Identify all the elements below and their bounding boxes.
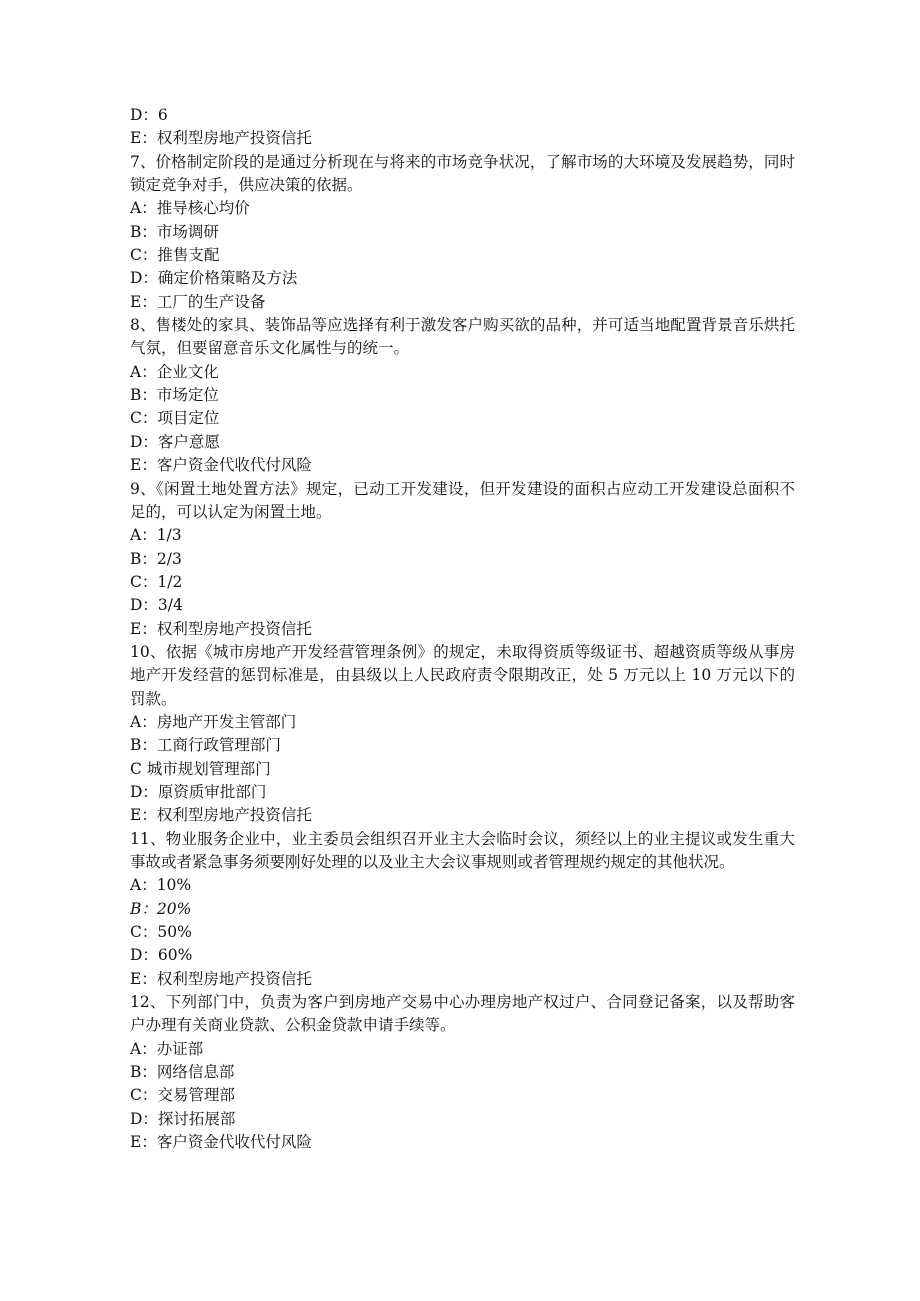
answer-option: D：客户意愿 bbox=[130, 432, 220, 451]
answer-option: B：市场定位 bbox=[130, 386, 219, 405]
answer-option: E：权利型房地产投资信托 bbox=[130, 129, 312, 148]
answer-option: B：20% bbox=[130, 899, 192, 918]
answer-option: C：1/2 bbox=[130, 572, 183, 591]
answer-option: D：3/4 bbox=[130, 596, 183, 615]
answer-option: B：市场调研 bbox=[130, 222, 219, 241]
question-text: 7、价格制定阶段的是通过分析现在与将来的市场竞争状况，了解市场的大环境及发展趋势，同时锁定竞争对手，供应决策的依据。 bbox=[130, 152, 795, 195]
answer-option: E：权利型房地产投资信托 bbox=[130, 806, 312, 825]
question-text: 8、售楼处的家具、装饰品等应选择有利于激发客户购买欲的品种，并可适当地配置背景音乐烘托气氛，但要留意音乐文化属性与的统一。 bbox=[130, 316, 795, 358]
answer-option: E：客户资金代收代付风险 bbox=[130, 1133, 312, 1152]
answer-option: A：办证部 bbox=[130, 1039, 204, 1058]
answer-option: C：交易管理部 bbox=[130, 1086, 235, 1105]
answer-option: E：工厂的生产设备 bbox=[130, 292, 266, 311]
answer-option: C：50% bbox=[130, 923, 192, 942]
answer-option: E：权利型房地产投资信托 bbox=[130, 619, 312, 638]
answer-option: D：探讨拓展部 bbox=[130, 1109, 236, 1128]
question-text: 12、下列部门中，负责为客户到房地产交易中心办理房地产权过户、合同登记备案，以及帮助客户办理有关商业贷款、公积金贷款申请手续等。 bbox=[130, 993, 795, 1035]
question-text: 11、物业服务企业中，业主委员会组织召开业主大会临时会议，须经以上的业主提议或发生重大事故或者紧急事务须要刚好处理的以及业主大会议事规则或者管理规约规定的其他状况。 bbox=[130, 829, 795, 871]
answer-option: B：2/3 bbox=[130, 549, 182, 568]
answer-option: D：确定价格策略及方法 bbox=[130, 269, 298, 288]
answer-option: A：推导核心均价 bbox=[130, 199, 250, 218]
answer-option: E：客户资金代收代付风险 bbox=[130, 456, 312, 475]
answer-option: A：房地产开发主管部门 bbox=[130, 712, 297, 731]
answer-option: D：6 bbox=[130, 106, 168, 124]
answer-option: A：1/3 bbox=[130, 526, 182, 545]
exam-content bbox=[130, 104, 795, 1154]
answer-option: D：原资质审批部门 bbox=[130, 782, 267, 801]
answer-option: A：10% bbox=[130, 876, 192, 895]
answer-option: B：网络信息部 bbox=[130, 1063, 235, 1082]
answer-option: A：企业文化 bbox=[130, 362, 219, 381]
answer-option: D：60% bbox=[130, 946, 193, 965]
answer-option: C：项目定位 bbox=[130, 409, 220, 428]
question-text: 10、依据《城市房地产开发经营管理条例》的规定，未取得资质等级证书、超越资质等级从事房地产开发经营的惩罚标准是，由县级以上人民政府责令限期改正，处 5 万元以上 10 万元以下的罚款。 bbox=[130, 642, 795, 708]
answer-option: C 城市规划管理部门 bbox=[130, 759, 271, 778]
answer-option: C：推售支配 bbox=[130, 246, 220, 265]
answer-option: B：工商行政管理部门 bbox=[130, 736, 281, 755]
question-text: 9、《闲置土地处置方法》规定，已动工开发建设，但开发建设的面积占应动工开发建设总面积不足的，可以认定为闲置土地。 bbox=[130, 479, 795, 521]
answer-option: E：权利型房地产投资信托 bbox=[130, 969, 312, 988]
